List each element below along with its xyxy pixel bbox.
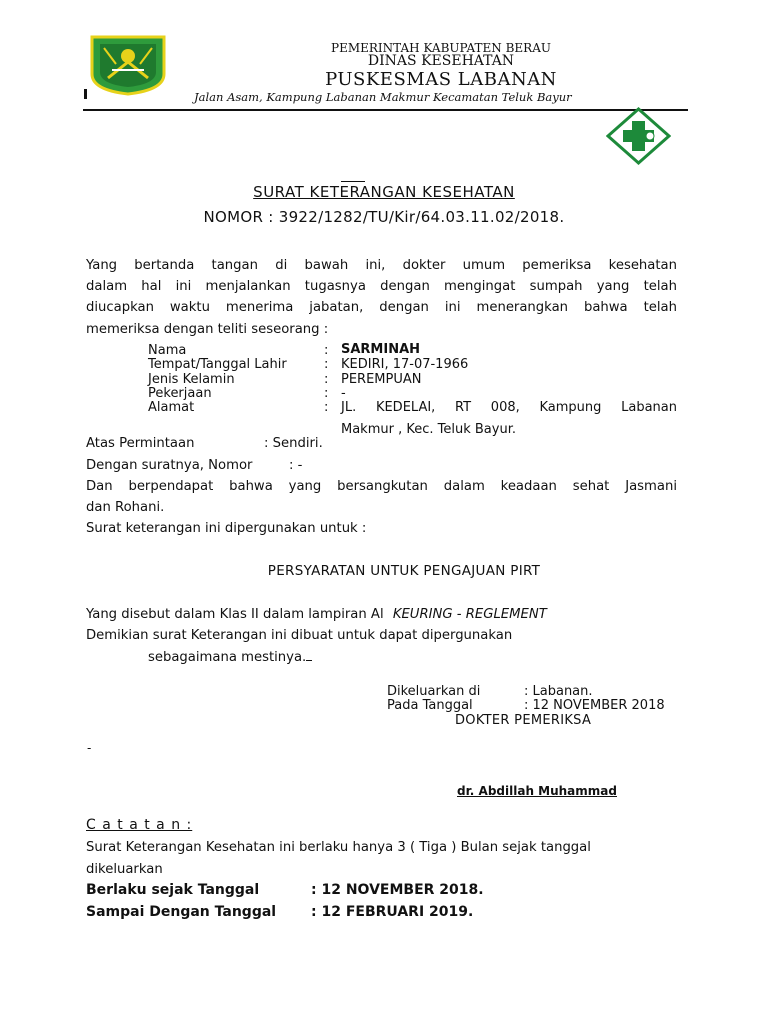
atas-permintaan-value: : Sendiri. (264, 436, 323, 451)
document-title: SURAT KETERANGAN KESEHATAN (253, 183, 515, 201)
valid-to-label: Sampai Dengan Tanggal (86, 904, 277, 920)
issued-place-value: : Labanan. (524, 684, 593, 699)
intro-line-4: memeriksa dengan teliti seseorang : (86, 322, 329, 337)
stray-mark: - (87, 741, 92, 755)
klas-line-italic: KEURING - REGLEMENT (392, 607, 547, 622)
intro-line-3: diucapkan waktu menerima jabatan, dengan ini menerangkan bahwa telah (86, 300, 677, 315)
issued-place-label: Dikeluarkan di (387, 684, 481, 699)
title-overline (341, 181, 365, 182)
value-ttl: KEDIRI, 17-07-1966 (341, 357, 469, 372)
doctor-name: dr. Abdillah Muhammad (457, 784, 617, 798)
issued-date-label: Pada Tanggal (387, 698, 473, 713)
notes-line-1: Surat Keterangan Kesehatan ini berlaku hanya 3 ( Tiga ) Bulan sejak tanggal (86, 840, 591, 855)
valid-to-value: : 12 FEBRUARI 2019. (311, 904, 474, 920)
label-nama: Nama (148, 343, 187, 358)
label-jenis-kelamin: Jenis Kelamin (148, 372, 235, 387)
notes-heading: C a t a t a n : (86, 817, 193, 833)
valid-from-label: Berlaku sejak Tanggal (86, 882, 260, 898)
colon-jenis-kelamin: : (324, 372, 329, 387)
document-number: NOMOR : 3922/1282/TU/Kir/64.03.11.02/2018. (203, 208, 565, 226)
letterhead-rule-stub (84, 89, 87, 99)
colon-alamat: : (324, 400, 329, 415)
value-alamat-line-1: JL. KEDELAI, RT 008, Kampung Labanan (341, 400, 677, 415)
purpose-intro: Surat keterangan ini dipergunakan untuk : (86, 521, 367, 536)
label-ttl: Tempat/Tanggal Lahir (148, 357, 287, 372)
colon-pekerjaan: : (324, 386, 329, 401)
dengan-surat-value: : - (289, 458, 303, 473)
berau-regency-logo-icon (88, 34, 168, 96)
purpose-heading: PERSYARATAN UNTUK PENGAJUAN PIRT (267, 563, 541, 579)
letterhead-line-2: DINAS KESEHATAN (367, 53, 515, 69)
colon-nama: : (324, 343, 329, 358)
closing-line-2-text: sebagaimana mestinya. (148, 650, 307, 665)
atas-permintaan-label: Atas Permintaan (86, 436, 195, 451)
closing-line-1: Demikian surat Keterangan ini dibuat untuk dapat dipergunakan (86, 628, 513, 643)
notes-line-2: dikeluarkan (86, 862, 163, 877)
letterhead-line-3: PUSKESMAS LABANAN (325, 69, 557, 90)
puskesmas-logo-icon (606, 107, 671, 165)
value-jenis-kelamin: PEREMPUAN (341, 372, 422, 387)
value-pekerjaan: - (341, 386, 346, 401)
value-alamat-line-2: Makmur , Kec. Teluk Bayur. (341, 422, 516, 437)
klas-line (86, 607, 547, 622)
letterhead-line-1: PEMERINTAH KABUPATEN BERAU (331, 41, 551, 55)
intro-line-1: Yang bertanda tangan di bawah ini, dokter umum pemeriksa kesehatan (86, 258, 677, 273)
letterhead-rule (83, 109, 688, 111)
intro-line-2: dalam hal ini menjalankan tugasnya dengan mengingat sumpah yang telah (86, 279, 677, 294)
colon-ttl: : (324, 357, 329, 372)
letterhead-address: Jalan Asam, Kampung Labanan Makmur Kecamatan Teluk Bayur (194, 90, 572, 104)
label-alamat: Alamat (148, 400, 195, 415)
valid-from-value: : 12 NOVEMBER 2018. (311, 882, 484, 898)
label-pekerjaan: Pekerjaan (148, 386, 212, 401)
issued-role: DOKTER PEMERIKSA (455, 713, 592, 728)
opinion-line-1: Dan berpendapat bahwa yang bersangkutan dalam keadaan sehat Jasmani (86, 479, 677, 494)
klas-line-text: Yang disebut dalam Klas II dalam lampiran Al (86, 607, 384, 622)
dengan-surat-label: Dengan suratnya, Nomor (86, 458, 253, 473)
issued-date-value: : 12 NOVEMBER 2018 (524, 698, 665, 713)
value-nama: SARMINAH (341, 342, 421, 357)
opinion-line-2: dan Rohani. (86, 500, 165, 515)
closing-line-2 (148, 650, 312, 665)
